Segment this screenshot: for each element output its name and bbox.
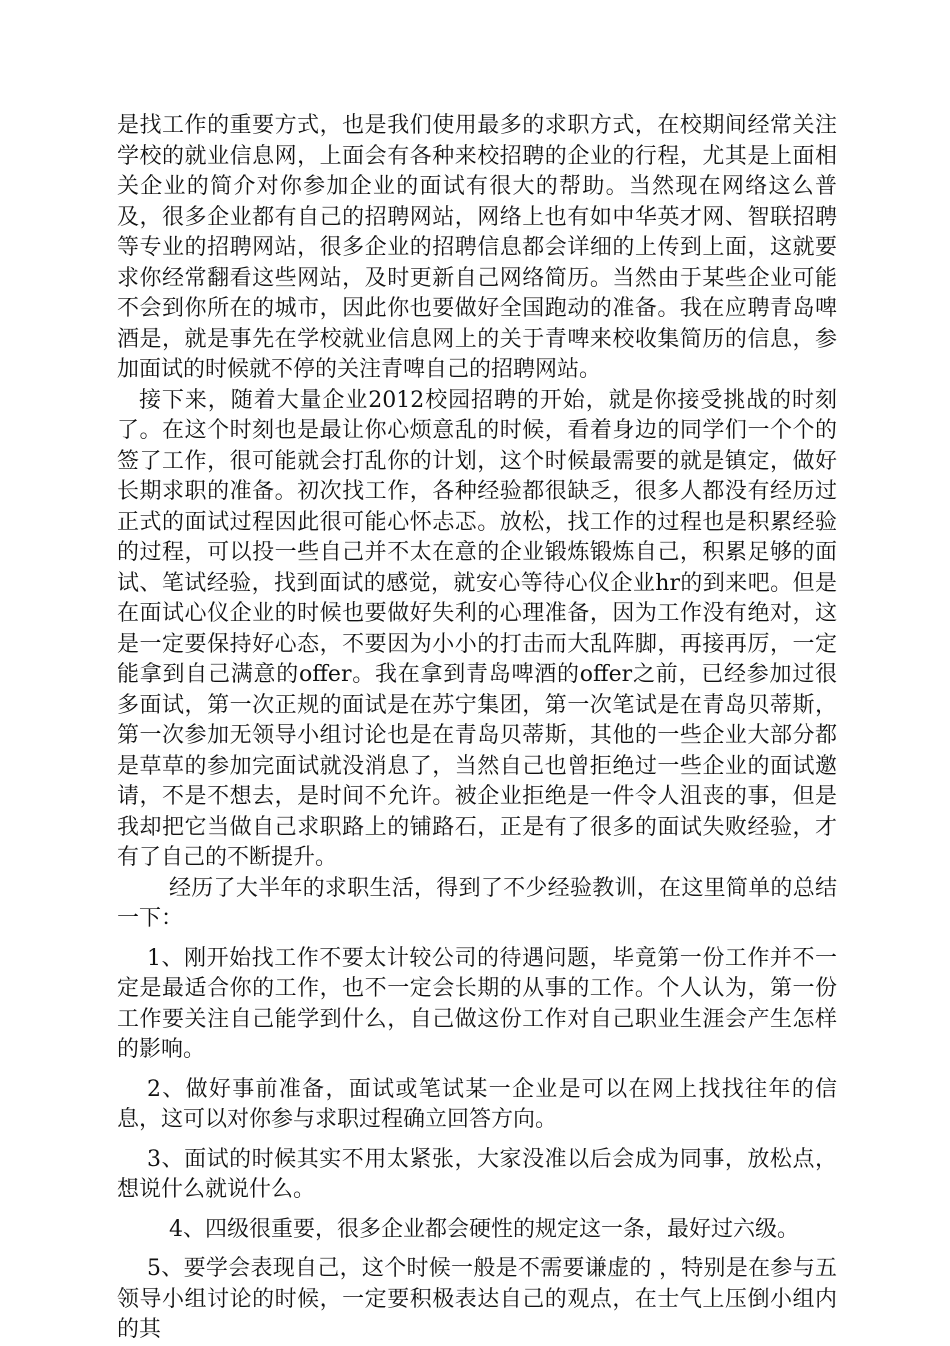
paragraph-job-search-channels: 是找工作的重要方式，也是我们使用最多的求职方式，在校期间经常关注学校的就业信息网，上面会有各种来校招聘的企业的行程，尤其是上面相关企业的简介对你参加企业的面试有很大的帮助。当然现在网络这么普及，很多企业都有自己的招聘网站，网络上也有如中华英才网、智联招聘等专业的招聘网站，很多企业的招聘信息都会详细的上传到上面，这就要求你经常翻看这些网站，及时更新自己网络简历。当然由于某些企业可能不会到你所在的城市，因此你也要做好全国跑动的准备。我在应聘青岛啤酒是，就是事先在学校就业信息网上的关于青啤来校收集简历的信息，参加面试的时候就不停的关注青啤自己的招聘网站。 (117, 113, 837, 382)
list-item-tip-5: 5、要学会表现自己，这个时候一般是不需要谦虚的 ，特别是在参与五领导小组讨论的时候，一定要积极表达自己的观点，在士气上压倒小组内的其 (117, 1256, 837, 1342)
list-item-tip-1: 1、刚开始找工作不要太计较公司的待遇问题，毕竟第一份工作并不一定是最适合你的工作，也不一定会长期的从事的工作。个人认为，第一份工作要关注自己能学到什么，自己做这份工作对自己职业生涯会产生怎样的影响。 (117, 945, 837, 1062)
paragraph-campus-recruitment: 接下来，随着大量企业2012校园招聘的开始，就是你接受挑战的时刻了。在这个时刻也是最让你心烦意乱的时候，看着身边的同学们一个个的签了工作，很可能就会打乱你的计划，这个时候最需要的就是镇定，做好长期求职的准备。初次找工作，各种经验都很缺乏，很多人都没有经历过正式的面试过程因此很可能心怀忐忑。放松，找工作的过程也是积累经验的过程，可以投一些自己并不太在意的企业锻炼锻炼自己，积累足够的面试、笔试经验，找到面试的感觉，就安心等待心仪企业hr的到来吧。但是在面试心仪企业的时候也要做好失利的心理准备，因为工作没有绝对，这是一定要保持好心态，不要因为小小的打击而大乱阵脚，再接再厉，一定能拿到自己满意的offer。我在拿到青岛啤酒的offer之前，已经参加过很多面试，第一次正规的面试是在苏宁集团，第一次笔试是在青岛贝蒂斯，第一次参加无领导小组讨论也是在青岛贝蒂斯，其他的一些企业大部分都是草草的参加完面试就没消息了，当然自己也曾拒绝过一些企业的面试邀请，不是不想去，是时间不允许。被企业拒绝是一件令人沮丧的事，但是我却把它当做自己求职路上的铺路石，正是有了很多的面试失败经验，才有了自己的不断提升。 (117, 387, 837, 870)
document-body (117, 111, 837, 1346)
list-item-tip-3: 3、面试的时候其实不用太紧张，大家没准以后会成为同事，放松点，想说什么就说什么。 (117, 1146, 837, 1202)
paragraph-summary-intro: 经历了大半年的求职生活，得到了不少经验教训，在这里简单的总结一下： (117, 875, 837, 931)
list-item-tip-4: 4、四级很重要，很多企业都会硬性的规定这一条，最好过六级。 (169, 1216, 799, 1242)
list-item-tip-2: 2、做好事前准备，面试或笔试某一企业是可以在网上找找往年的信息，这可以对你参与求职过程确立回答方向。 (117, 1076, 837, 1132)
